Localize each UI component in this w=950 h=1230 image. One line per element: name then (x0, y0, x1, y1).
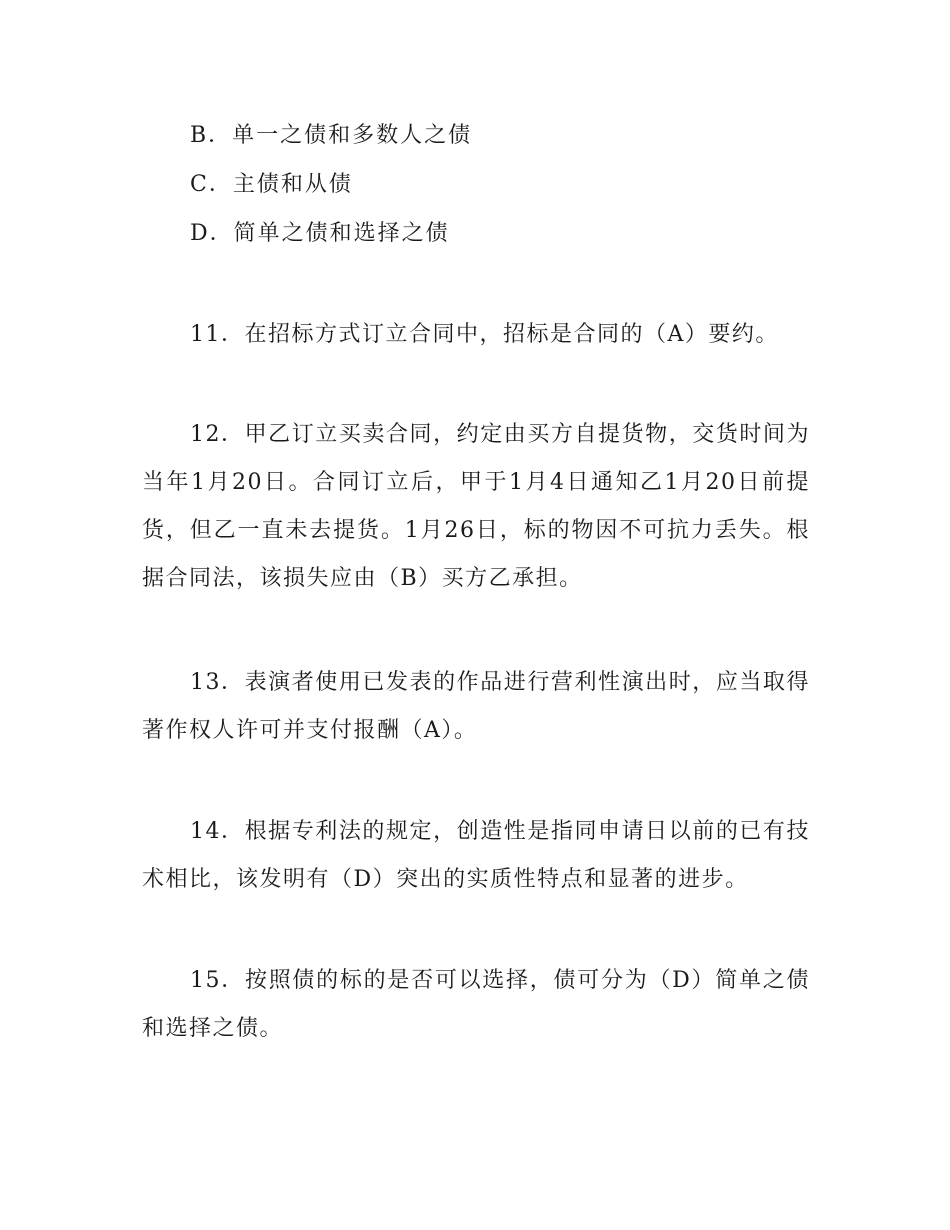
option-b: B．单一之债和多数人之债 (190, 123, 473, 148)
question-15: 15．按照债的标的是否可以选择，债可分为（D）简单之债和选择之债。 (142, 968, 810, 1041)
option-c: C．主债和从债 (190, 172, 353, 197)
question-13: 13．表演者使用已发表的作品进行营利性演出时，应当取得著作权人许可并支付报酬（A）。 (142, 670, 810, 743)
question-14: 14．根据专利法的规定，创造性是指同申请日以前的已有技术相比，该发明有（D）突出的实质性特点和显著的进步。 (142, 819, 810, 892)
option-d: D．简单之债和选择之债 (190, 221, 450, 246)
question-11: 11．在招标方式订立合同中，招标是合同的（A）要约。 (190, 322, 779, 347)
question-12: 12．甲乙订立买卖合同，约定由买方自提货物，交货时间为当年1月20日。合同订立后，甲于1月4日通知乙1月20日前提货，但乙一直未去提货。1月26日，标的物因不可抗力丢失。根据合同法，该损失应由（B）买方乙承担。 (142, 422, 810, 591)
